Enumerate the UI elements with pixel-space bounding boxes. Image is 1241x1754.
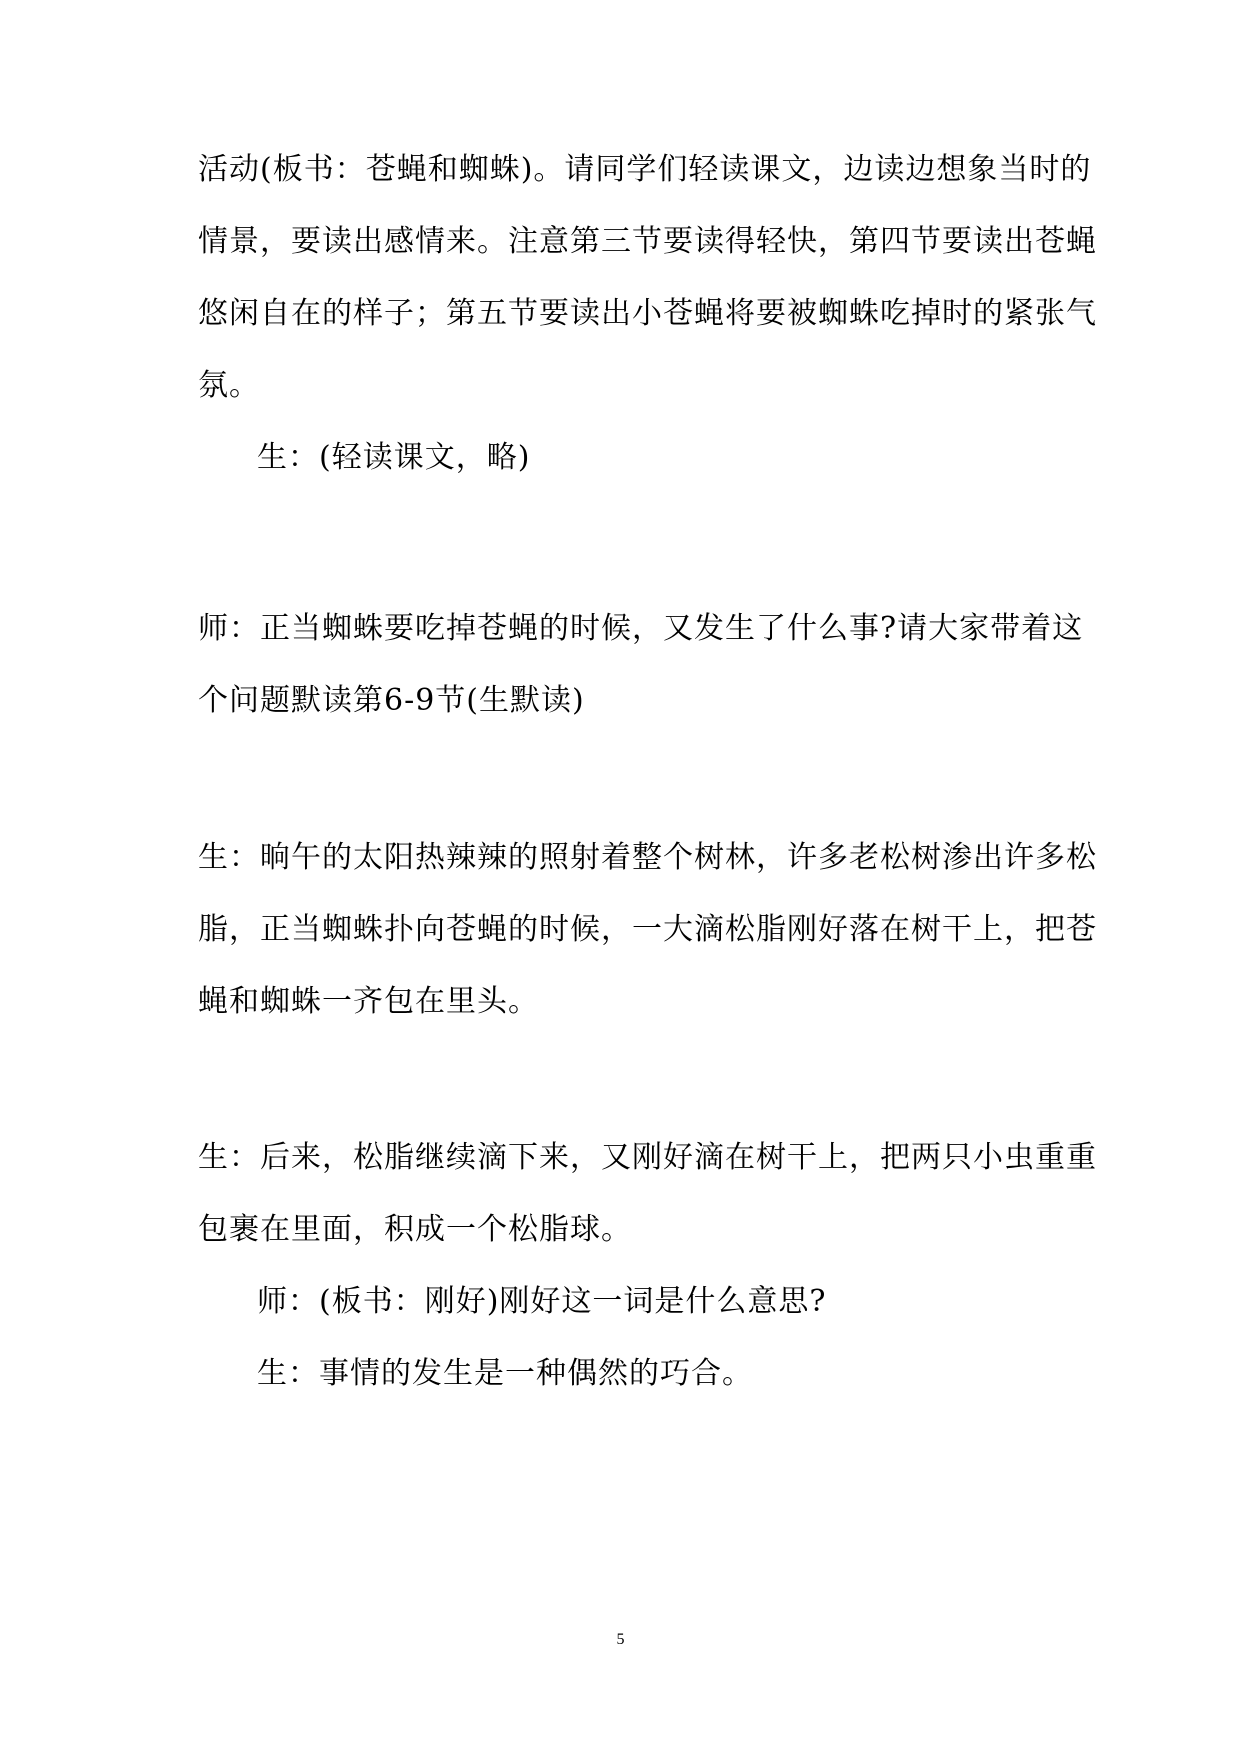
text-line: 蝇和蜘蛛一齐包在里头。 — [198, 984, 539, 1019]
text-line: 包裹在里面，积成一个松脂球。 — [198, 1212, 632, 1247]
text-line: 氛。 — [198, 368, 260, 403]
paragraph-3 — [198, 593, 1084, 737]
paragraph-1 — [198, 134, 1097, 422]
text-line: 生：后来，松脂继续滴下来，又刚好滴在树干上，把两只小虫重重 — [198, 1140, 1097, 1175]
text-line: 活动(板书：苍蝇和蜘蛛)。请同学们轻读课文，边读边想象当时的 — [198, 152, 1092, 187]
text-line: 个问题默读第6-9节(生默读) — [198, 683, 585, 718]
page-number: 5 — [616, 1631, 625, 1648]
paragraph-6 — [198, 1266, 1117, 1338]
text-line: 师：正当蜘蛛要吃掉苍蝇的时候，又发生了什么事?请大家带着这 — [198, 611, 1084, 646]
text-line: 师：(板书：刚好)刚好这一词是什么意思? — [257, 1284, 827, 1319]
text-line: 情景，要读出感情来。注意第三节要读得轻快，第四节要读出苍蝇 — [198, 224, 1097, 259]
paragraph-7 — [198, 1338, 1117, 1410]
text-line: 脂，正当蜘蛛扑向苍蝇的时候，一大滴松脂刚好落在树干上，把苍 — [198, 912, 1097, 947]
paragraph-2 — [198, 422, 1117, 494]
text-line: 悠闲自在的样子；第五节要读出小苍蝇将要被蜘蛛吃掉时的紧张气 — [198, 296, 1097, 331]
text-line: 生：(轻读课文，略) — [257, 440, 531, 475]
text-line: 生：晌午的太阳热辣辣的照射着整个树林，许多老松树渗出许多松 — [198, 840, 1097, 875]
paragraph-4 — [198, 822, 1097, 1038]
text-line: 生：事情的发生是一种偶然的巧合。 — [257, 1356, 753, 1391]
paragraph-5 — [198, 1122, 1097, 1266]
